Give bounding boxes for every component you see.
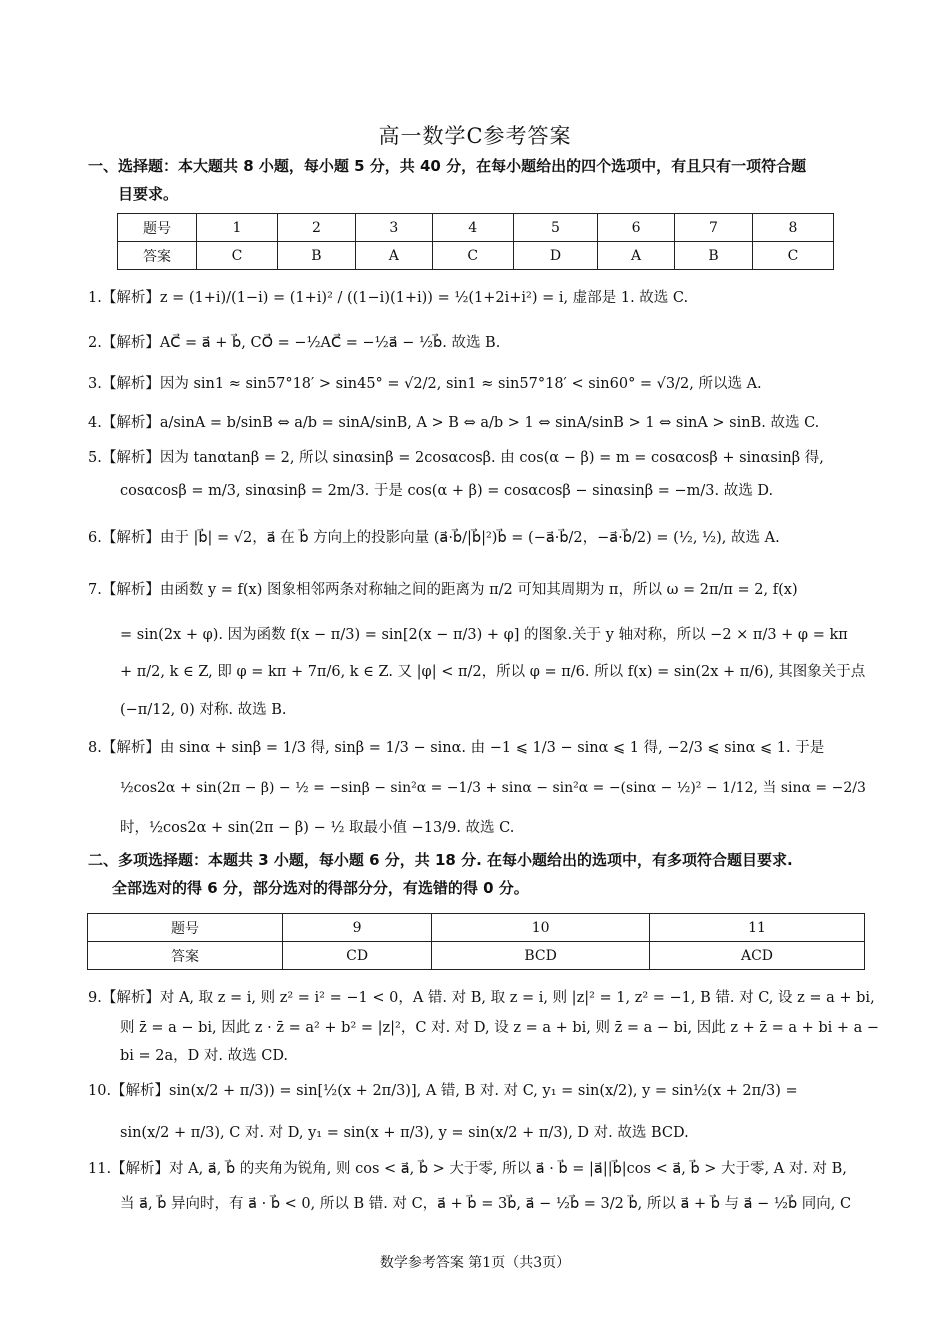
solution-11-line1: 11.【解析】对 A, a⃗, b⃗ 的夹角为锐角, 则 cos < a⃗, b⃗ > 大于零, 所以 a⃗ · b⃗ = |a⃗||b⃗|cos < a⃗, b⃗ > 大于零, A 对. 对 B,: [88, 1161, 847, 1177]
table1-row2-label: 答案: [118, 242, 197, 270]
solution-2: 2.【解析】AC⃗ = a⃗ + b⃗, CO⃗ = −½AC⃗ = −½a⃗ − ½b⃗. 故选 B.: [88, 335, 501, 351]
table1-answer-row: [118, 242, 834, 270]
solution-7-line4: (−π/12, 0) 对称. 故选 B.: [120, 702, 287, 718]
table2-answer-row: [88, 942, 865, 970]
solution-7-line2: = sin(2x + φ). 因为函数 f(x − π/3) = sin[2(x − π/3) + φ] 的图象.关于 y 轴对称，所以 −2 × π/3 + φ = kπ: [120, 627, 848, 643]
table1-row1-label: 题号: [118, 214, 197, 242]
solution-1: 1.【解析】z = (1+i)/(1−i) = (1+i)² / ((1−i)(1+i)) = ½(1+2i+i²) = i, 虚部是 1. 故选 C.: [88, 290, 689, 306]
answer-table-2: [87, 913, 865, 970]
solution-7-line1: 7.【解析】由函数 y = f(x) 图象相邻两条对称轴之间的距离为 π/2 可知其周期为 π，所以 ω = 2π/π = 2, f(x): [88, 582, 798, 598]
table1-answer: A: [598, 242, 675, 270]
solution-5-line2: cosαcosβ = m/3, sinαsinβ = 2m/3. 于是 cos(α + β) = cosαcosβ − sinαsinβ = −m/3. 故选 D.: [120, 483, 774, 499]
table1-number: 1: [197, 214, 278, 242]
document-title: 高一数学C参考答案: [378, 124, 572, 148]
table1-answer: D: [513, 242, 597, 270]
solution-10-line1: 10.【解析】sin(x/2 + π/3)) = sin[½(x + 2π/3)], A 错, B 对. 对 C, y₁ = sin(x/2), y = sin½(x + 2π/3) =: [88, 1083, 798, 1099]
table1-number-row: [118, 214, 834, 242]
solution-9-line3: bi = 2a，D 对. 故选 CD.: [120, 1048, 289, 1064]
solution-4: 4.【解析】a/sinA = b/sinB ⇔ a/b = sinA/sinB, A > B ⇔ a/b > 1 ⇔ sinA/sinB > 1 ⇔ sinA > sinB. 故选 C.: [88, 415, 820, 431]
table1-number: 8: [753, 214, 834, 242]
solution-8-line2: ½cos2α + sin(2π − β) − ½ = −sinβ − sin²α = −1/3 + sinα − sin²α = −(sinα − ½)² − 1/12, 当 sinα = −2/3: [120, 780, 866, 796]
section1-heading-line1: 一、选择题：本大题共 8 小题，每小题 5 分，共 40 分，在每小题给出的四个选项中，有且只有一项符合题: [88, 157, 807, 175]
page-footer: 数学参考答案 第1页（共3页）: [379, 1255, 571, 1271]
solution-3: 3.【解析】因为 sin1 ≈ sin57°18′ > sin45° = √2/2, sin1 ≈ sin57°18′ < sin60° = √3/2, 所以选 A.: [88, 376, 762, 392]
section1-heading: [88, 152, 878, 208]
table2-answer: BCD: [432, 942, 650, 970]
table2-number: 9: [283, 914, 432, 942]
table2-number: 10: [432, 914, 650, 942]
solution-11-line2: 当 a⃗, b⃗ 异向时，有 a⃗ · b⃗ < 0, 所以 B 错. 对 C，a⃗ + b⃗ = 3b⃗, a⃗ − ½b⃗ = 3/2 b⃗, 所以 a⃗ + b⃗ 与 a⃗ − ½b⃗ 同向, C: [120, 1196, 852, 1212]
table1-number: 5: [513, 214, 597, 242]
solution-8-line1: 8.【解析】由 sinα + sinβ = 1/3 得, sinβ = 1/3 − sinα. 由 −1 ⩽ 1/3 − sinα ⩽ 1 得, −2/3 ⩽ sinα ⩽ 1. 于是: [88, 740, 825, 756]
solution-9-line1: 9.【解析】对 A, 取 z = i, 则 z² = i² = −1 < 0，A 错. 对 B, 取 z = i, 则 |z|² = 1, z² = −1, B 错. 对 C, 设 z = a + bi,: [88, 990, 875, 1006]
section2-heading: [88, 846, 878, 902]
table1-number: 3: [355, 214, 432, 242]
solution-5-line1: 5.【解析】因为 tanαtanβ = 2, 所以 sinαsinβ = 2cosαcosβ. 由 cos(α − β) = m = cosαcosβ + sinαsinβ 得,: [88, 450, 824, 466]
solution-7-line3: + π/2, k ∈ Z, 即 φ = kπ + 7π/6, k ∈ Z. 又 |φ| < π/2，所以 φ = π/6. 所以 f(x) = sin(2x + π/6), 其图象关于点: [120, 664, 866, 680]
solution-8-line3: 时，½cos2α + sin(2π − β) − ½ 取最小值 −13/9. 故选 C.: [120, 820, 515, 836]
solution-10-line2: sin(x/2 + π/3), C 对. 对 D, y₁ = sin(x + π/3), y = sin(x/2 + π/3), D 对. 故选 BCD.: [120, 1125, 689, 1141]
table1-number: 6: [598, 214, 675, 242]
section2-heading-line1: 二、多项选择题：本题共 3 小题，每小题 6 分，共 18 分. 在每小题给出的选项中，有多项符合题目要求.: [88, 851, 793, 869]
table2-answer: ACD: [650, 942, 865, 970]
table1-answer: B: [675, 242, 753, 270]
table1-answer: C: [753, 242, 834, 270]
table2-number: 11: [650, 914, 865, 942]
table1-answer: C: [197, 242, 278, 270]
table1-answer: B: [277, 242, 355, 270]
section1-heading-line2: 目要求。: [118, 185, 179, 203]
solution-9-line2: 则 z̄ = a − bi, 因此 z · z̄ = a² + b² = |z|²，C 对. 对 D, 设 z = a + bi, 则 z̄ = a − bi, 因此 z + z̄ = a + bi + a −: [120, 1020, 880, 1036]
section2-heading-line2: 全部选对的得 6 分，部分选对的得部分分，有选错的得 0 分。: [112, 879, 529, 897]
table1-number: 4: [432, 214, 513, 242]
table2-number-row: [88, 914, 865, 942]
table1-answer: A: [355, 242, 432, 270]
table1-answer: C: [432, 242, 513, 270]
table2-row1-label: 题号: [88, 914, 283, 942]
table2-answer: CD: [283, 942, 432, 970]
table2-row2-label: 答案: [88, 942, 283, 970]
table1-number: 2: [277, 214, 355, 242]
solution-6: 6.【解析】由于 |b⃗| = √2，a⃗ 在 b⃗ 方向上的投影向量 (a⃗·b⃗/|b⃗|²)b⃗ = (−a⃗·b⃗/2，−a⃗·b⃗/2) = (½, ½), 故选 A.: [88, 530, 780, 546]
table1-number: 7: [675, 214, 753, 242]
answer-table-1: [117, 213, 834, 270]
